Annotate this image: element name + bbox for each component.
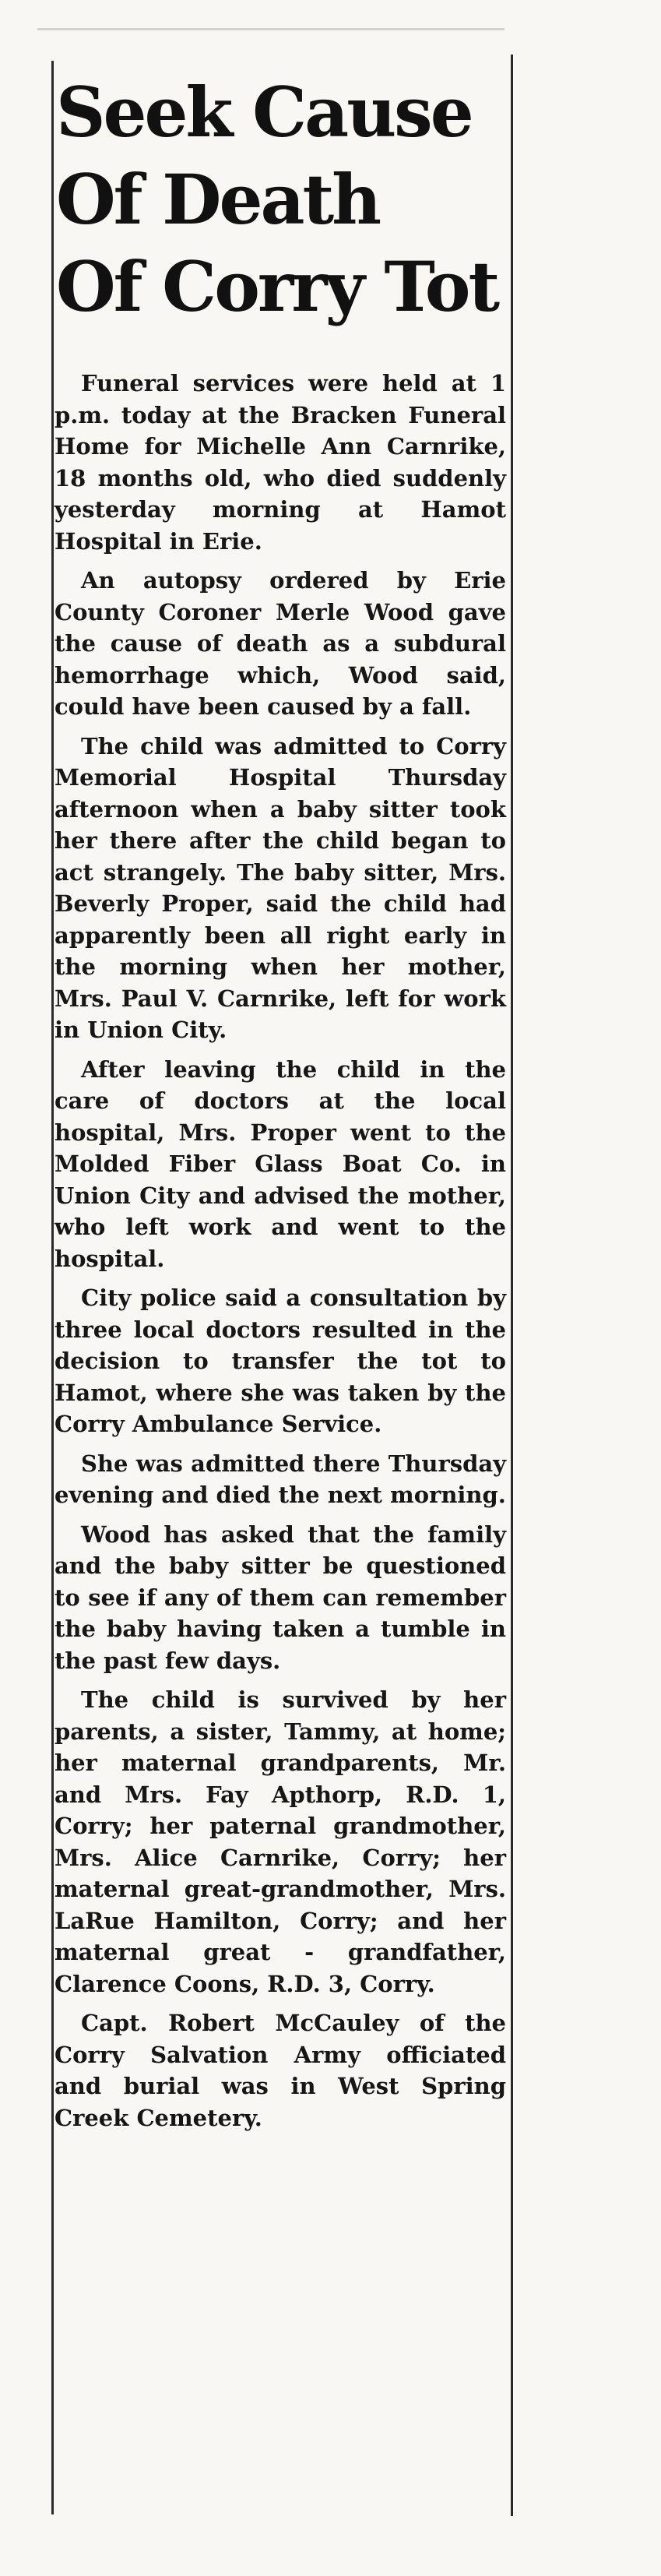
headline-line: Of Death [56,159,380,240]
article [54,69,506,2141]
headline-line: Seek Cause [56,72,472,153]
top-rule [37,28,505,30]
paragraph: The child is survived by her parents, a sister, Tammy, at home; her maternal grandparents, Mr. and Mrs. Fay Apthorp, R.D. 1, Corry; her paternal grandmother, Mrs. Alice Carnrike, Corry; her maternal great-grandmother, Mrs. LaRue Hamilton, Corry; and her maternal great - grandfather, Clarence Coons, R.D. 3, Corry. [54,1686,506,1997]
headline-line: Of Corry Tot [56,246,498,327]
paragraph: An autopsy ordered by Erie County Coroner Merle Wood gave the cause of death as a subdural hemorrhage which, Wood said, could have been caused by a fall. [54,567,506,720]
paragraph: The child was admitted to Corry Memorial Hospital Thursday afternoon when a baby sitter took her there after the child began to act strangely. The baby sitter, Mrs. Beverly Proper, said the child had apparently been all right early in the morning when her mother, Mrs. Paul V. Carnrike, left for work in Union City. [54,732,506,1043]
paragraph: After leaving the child in the care of doctors at the local hospital, Mrs. Proper went to the Molded Fiber Glass Boat Co. in Union City and advised the mother, who left work and went to the hospital. [54,1055,506,1272]
paragraph: Wood has asked that the family and the baby sitter be questioned to see if any of them can remember the baby having taken a tumble in the past few days. [54,1521,506,1674]
paragraph: She was admitted there Thursday evening and died the next morning. [54,1450,506,1508]
paragraph: Funeral services were held at 1 p.m. today at the Bracken Funeral Home for Michelle Ann Carnrike, 18 months old, who died suddenly yesterday morning at Hamot Hospital in Erie. [54,370,506,555]
column-rule-left [51,61,54,2514]
paragraph: Capt. Robert McCauley of the Corry Salvation Army officiated and burial was in West Spring Creek Cemetery. [54,2010,506,2131]
paragraph: City police said a consultation by three local doctors resulted in the decision to transfer the tot to Hamot, where she was taken by the Corry Ambulance Service. [54,1284,506,1437]
column-rule-right [511,55,513,2516]
article-body [54,368,506,2134]
headline [56,69,506,330]
